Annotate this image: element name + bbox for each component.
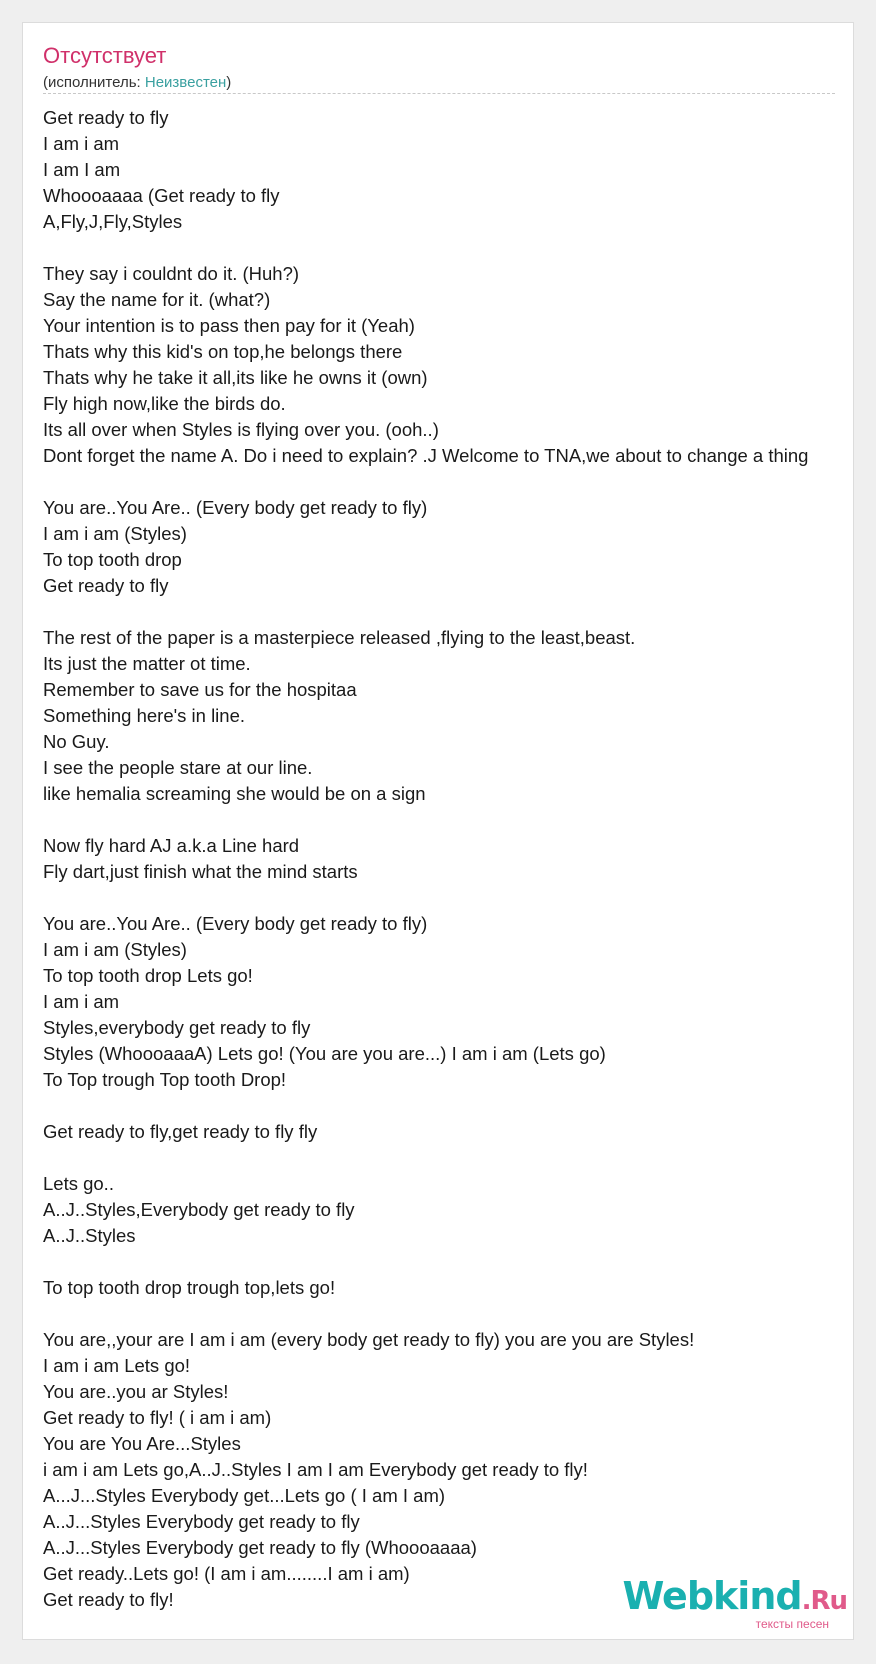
lyric-line: A..J..Styles,Everybody get ready to fly [43, 1199, 355, 1220]
lyric-line: A..J..Styles [43, 1225, 136, 1246]
lyric-line: Whoooaaaa (Get ready to fly [43, 185, 280, 206]
lyric-line: No Guy. [43, 731, 110, 752]
lyric-blank-line [43, 807, 854, 833]
lyrics-body [43, 105, 854, 1613]
title-divider [43, 93, 835, 94]
lyric-blank-line [43, 885, 854, 911]
lyric-line: Remember to save us for the hospitaa [43, 679, 357, 700]
lyric-line: Styles,everybody get ready to fly [43, 1017, 311, 1038]
lyric-line: I am i am [43, 991, 120, 1012]
lyric-blank-line [43, 1093, 854, 1119]
lyric-line: Your intention is to pass then pay for it (Yeah) [43, 315, 415, 336]
site-logo[interactable] [622, 1576, 847, 1631]
lyric-line: I am I am [43, 159, 121, 180]
lyric-line: Lets go.. [43, 1173, 114, 1194]
logo-tagline: тексты песен [755, 1617, 829, 1631]
lyric-line: I am i am (Styles) [43, 523, 187, 544]
lyric-line: Its just the matter ot time. [43, 653, 251, 674]
lyric-line: A,Fly,J,Fly,Styles [43, 211, 183, 232]
lyric-line: A..J...Styles Everybody get ready to fly (Whoooaaaa) [43, 1537, 477, 1558]
lyric-blank-line [43, 469, 854, 495]
lyric-line: A..J...Styles Everybody get ready to fly [43, 1511, 360, 1532]
lyric-line: A...J...Styles Everybody get...Lets go ( I am I am) [43, 1485, 446, 1506]
lyric-line: To top tooth drop Lets go! [43, 965, 253, 986]
lyric-line: Get ready to fly [43, 575, 169, 596]
song-title: Отсутствует [43, 43, 167, 68]
lyric-line: To top tooth drop trough top,lets go! [43, 1277, 336, 1298]
lyric-line: i am i am Lets go,A..J..Styles I am I am Everybody get ready to fly! [43, 1459, 588, 1480]
lyric-line: Get ready to fly [43, 107, 169, 128]
lyric-line: You are,,your are I am i am (every body get ready to fly) you are you are Styles! [43, 1329, 695, 1350]
lyric-line: Now fly hard AJ a.k.a Line hard [43, 835, 300, 856]
lyric-line: Fly dart,just finish what the mind starts [43, 861, 358, 882]
artist-line [43, 74, 231, 91]
lyric-line: You are You Are...Styles [43, 1433, 241, 1454]
lyric-line: Get ready to fly! [43, 1589, 174, 1610]
lyric-line: Fly high now,like the birds do. [43, 393, 286, 414]
logo-main-text: Webkind [622, 1574, 802, 1618]
lyric-blank-line [43, 1249, 854, 1275]
lyric-line: Get ready to fly! ( i am i am) [43, 1407, 272, 1428]
lyric-line: Get ready..Lets go! (I am i am........I am i am) [43, 1563, 410, 1584]
lyric-line: like hemalia screaming she would be on a sign [43, 783, 426, 804]
lyric-line: Get ready to fly,get ready to fly fly [43, 1121, 318, 1142]
lyric-line: You are..you ar Styles! [43, 1381, 229, 1402]
lyric-blank-line [43, 599, 854, 625]
artist-prefix: (исполнитель: [43, 74, 145, 91]
lyric-line: I see the people stare at our line. [43, 757, 313, 778]
lyric-line: You are..You Are.. (Every body get ready to fly) [43, 913, 428, 934]
lyric-line: Dont forget the name A. Do i need to explain? .J Welcome to TNA,we about to change a thing [43, 445, 809, 466]
lyric-line: Say the name for it. (what?) [43, 289, 271, 310]
lyric-line: To top tooth drop [43, 549, 182, 570]
lyric-line: Thats why he take it all,its like he owns it (own) [43, 367, 428, 388]
lyric-line: The rest of the paper is a masterpiece released ,flying to the least,beast. [43, 627, 636, 648]
lyric-blank-line [43, 1301, 854, 1327]
lyric-line: To Top trough Top tooth Drop! [43, 1069, 287, 1090]
lyric-line: I am i am (Styles) [43, 939, 187, 960]
lyric-line: I am i am [43, 133, 120, 154]
lyric-line: You are..You Are.. (Every body get ready to fly) [43, 497, 428, 518]
artist-suffix: ) [226, 74, 232, 91]
lyric-line: I am i am Lets go! [43, 1355, 191, 1376]
lyric-line: Thats why this kid's on top,he belongs there [43, 341, 403, 362]
lyric-blank-line [43, 235, 854, 261]
lyric-line: Something here's in line. [43, 705, 246, 726]
logo-wordmark [622, 1576, 847, 1621]
lyric-line: They say i couldnt do it. (Huh?) [43, 263, 300, 284]
lyrics-card [22, 22, 854, 1640]
artist-link[interactable]: Неизвестен [144, 74, 227, 91]
lyric-line: Styles (WhoooaaaA) Lets go! (You are you are...) I am i am (Lets go) [43, 1043, 606, 1064]
lyric-blank-line [43, 1145, 854, 1171]
lyric-line: Its all over when Styles is flying over you. (ooh..) [43, 419, 439, 440]
logo-suffix-text: .Ru [801, 1586, 847, 1616]
